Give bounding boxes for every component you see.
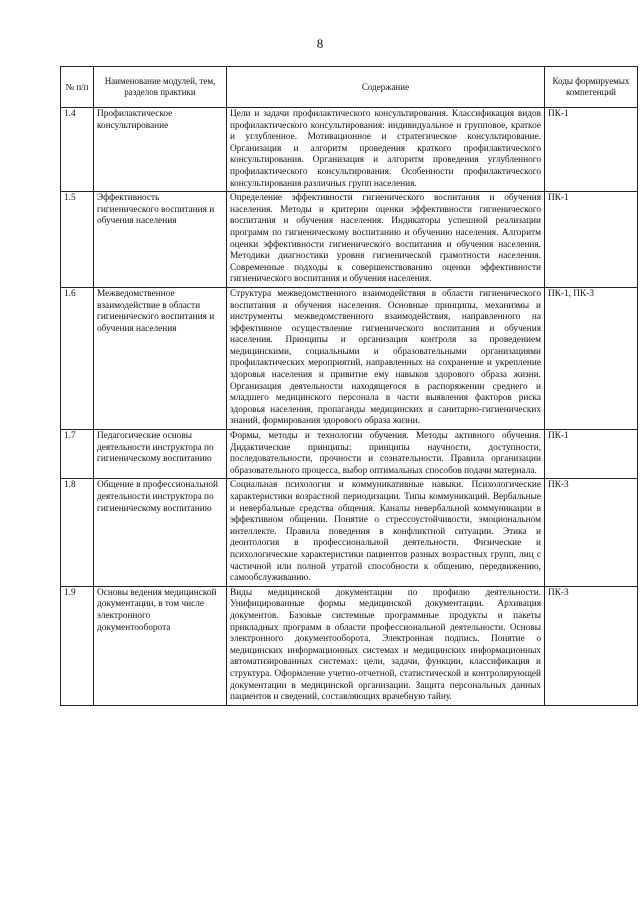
row-num: 1.4: [61, 108, 94, 192]
row-content: Формы, методы и технологии обучения. Методы активного обучения. Дидактические принципы: принципы научности, доступности, последовательности, прочности и сознательности. Правила организации образовательного процесса, выбор оптимальных способов подачи материала.: [227, 430, 545, 479]
row-num: 1.6: [61, 287, 94, 429]
row-num: 1.5: [61, 192, 94, 288]
row-title: Основы ведения медицинской документации, в том числе электронного документооборота: [94, 586, 227, 705]
row-codes: ПК-1: [545, 108, 638, 192]
header-content: Содержание: [227, 67, 545, 108]
row-title: Педагогические основы деятельности инструктора по гигиеническому воспитанию: [94, 430, 227, 479]
table-row: [61, 108, 638, 192]
row-content: Определение эффективности гигиенического воспитания и обучения населения. Методы и критерии оценки эффективности гигиенического воспитания и обучения населения. Индикаторы успешной реализации программ по гигиеническому воспитанию и обучению населения. Алгоритм оценки эффективности гигиенического воспитания и обучения населения. Методики диагностики уровня гигиенической грамотности населения. Современные подходы к совершенствованию оценки эффективности гигиенического воспитания и обучения населения.: [227, 192, 545, 288]
header-title: Наименование модулей, тем, разделов практики: [94, 67, 227, 108]
row-content: Цели и задачи профилактического консультирования. Классификация видов профилактического консультирования: индивидуальное и групповое, краткое и углубленное. Мотивационное и стратегическое консультирование. Организация и алгоритм проведения краткого профилактического консультирования. Организация и алгоритм проведения углубленного профилактического консультирования. Особенности профилактического консультирования различных групп населения.: [227, 108, 545, 192]
row-title: Межведомственное взаимодействие в области гигиенического воспитания и обучения населения: [94, 287, 227, 429]
row-num: 1.9: [61, 586, 94, 705]
row-content: Виды медицинской документации по профилю деятельности. Унифицированные формы медицинской документации. Архивация документов. Базовые системные программные продукты и пакеты прикладных программ в области профессиональной деятельности. Основы электронного документооборота. Электронная подпись. Понятие о медицинских информационных системах и медицинских информационных автоматизированных системах: цели, задачи, функции, классификация и структура. Оформление учетно-отчетной, статистической и контролирующей документации в медицинской организации. Защита персональных данных пациентов и сведений, составляющих врачебную тайну.: [227, 586, 545, 705]
curriculum-table: [60, 66, 638, 706]
header-num: № п/п: [61, 67, 94, 108]
row-codes: ПК-3: [545, 479, 638, 586]
table-header-row: [61, 67, 638, 108]
table-row: [61, 430, 638, 479]
row-title: Эффективность гигиенического воспитания и обучения населения: [94, 192, 227, 288]
row-codes: ПК-1: [545, 192, 638, 288]
row-num: 1.7: [61, 430, 94, 479]
row-content: Структура межведомственного взаимодействия в области гигиенического воспитания и обучения населения. Основные принципы, механизмы и инструменты межведомственного взаимодействия, направленного на эффективное осуществление гигиенического воспитания и обучения населения. Принципы и организация контроля за проведением медицинскими, социальными и образовательными организациями профилактических мероприятий, направленных на сохранение и укрепление здоровья населения и привитие ему навыков здорового образа жизни. Организация деятельности находящегося в распоряжении среднего и младшего медицинского персонала в части выявления факторов риска здоровья населения, пропаганды медицинских и санитарно-гигиенических знаний, формирования здорового образа жизни.: [227, 287, 545, 429]
table-row: [61, 479, 638, 586]
table-row: [61, 586, 638, 705]
row-num: 1.8: [61, 479, 94, 586]
row-codes: ПК-1: [545, 430, 638, 479]
page-number: 8: [316, 36, 324, 51]
row-title: Общение в профессиональной деятельности инструктора по гигиеническому воспитанию: [94, 479, 227, 586]
row-content: Социальная психология и коммуникативные навыки. Психологические характеристики возрастной периодизации. Типы коммуникаций. Вербальные и невербальные средства общения. Каналы невербальной коммуникации в эффективном общении. Понятие о стрессоустойчивости, эмоциональном интеллекте. Правила поведения в конфликтной ситуации. Этика и деонтология в профессиональной деятельности. Физические и психологические характеристики пациентов разных возрастных групп, лиц с частичной или полной утратой способности к общению, передвижению, самообслуживанию.: [227, 479, 545, 586]
table-row: [61, 192, 638, 288]
table-row: [61, 287, 638, 429]
row-title: Профилактическое консультирование: [94, 108, 227, 192]
row-codes: ПК-3: [545, 586, 638, 705]
header-codes: Коды формируемых компетенций: [545, 67, 638, 108]
row-codes: ПК-1, ПК-3: [545, 287, 638, 429]
